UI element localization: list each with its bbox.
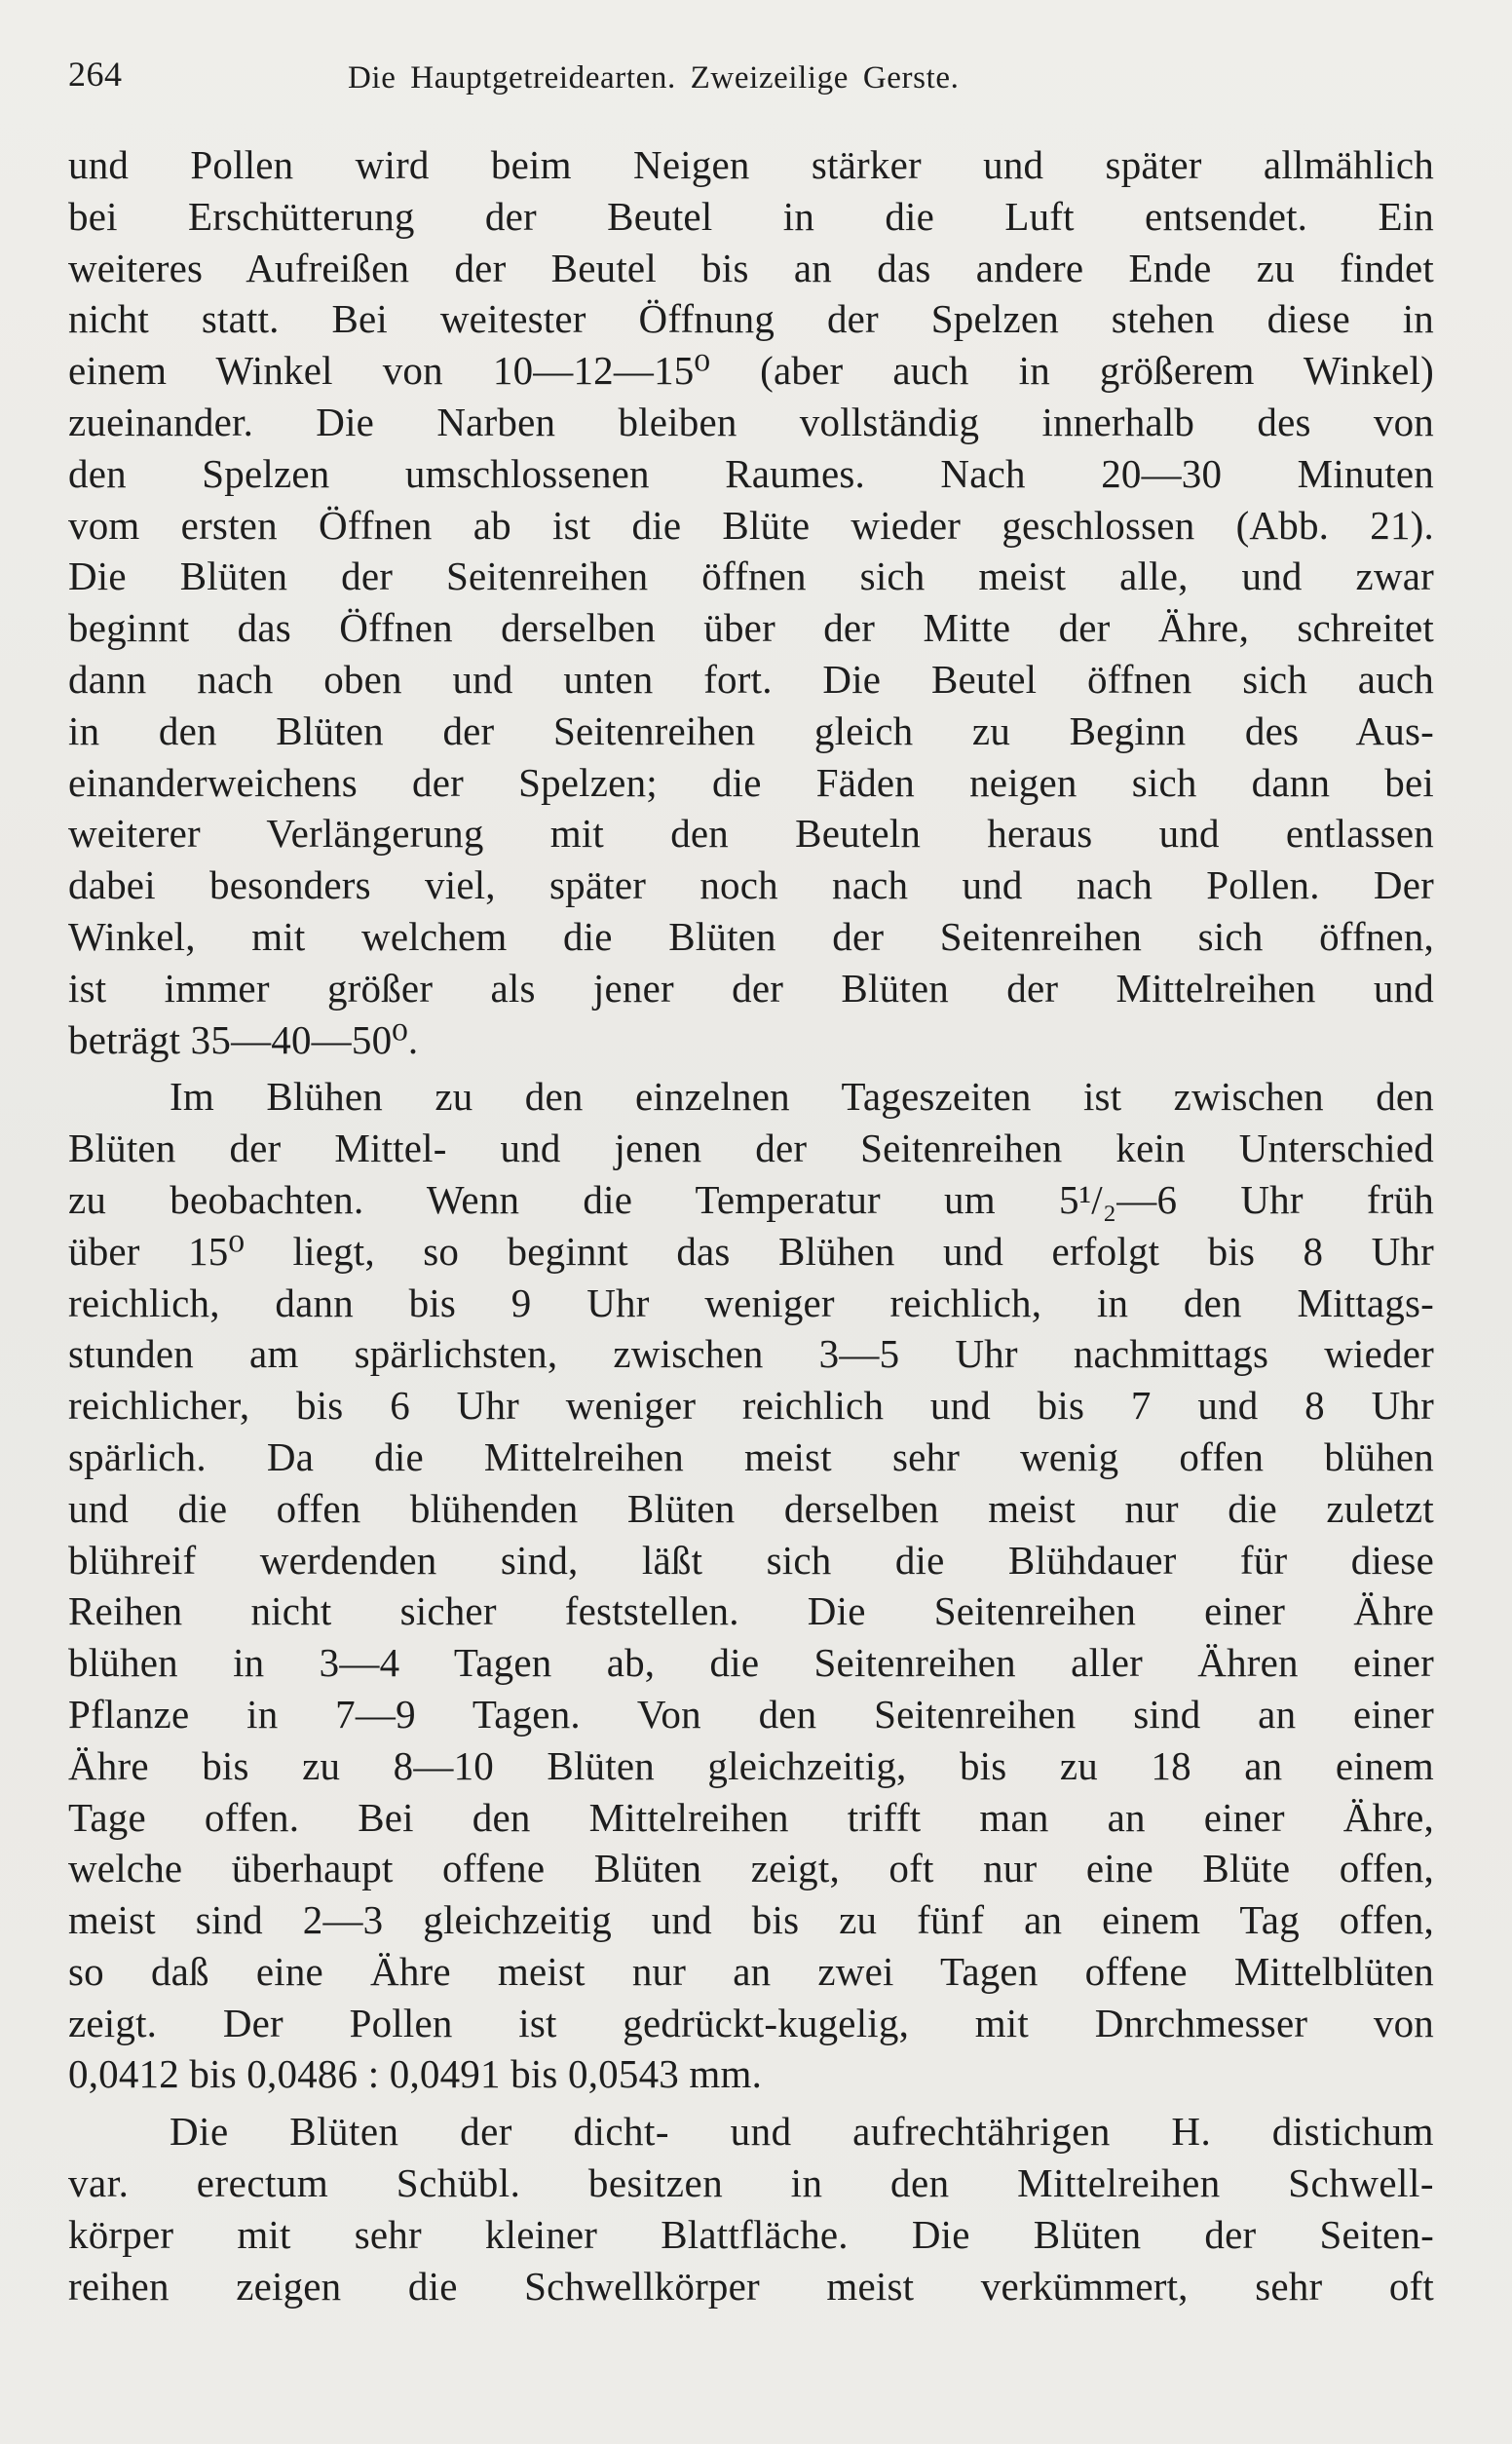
text-line: den Spelzen umschlossenen Raumes. Nach 20—30 Minuten (68, 450, 1434, 496)
text-line: blühreif werdenden sind, läßt sich die Blühdauer für diese (68, 1537, 1434, 1583)
text-line: bei Erschütterung der Beutel in die Luft entsendet. Ein (68, 193, 1434, 239)
text-line: dann nach oben und unten fort. Die Beutel öffnen sich auch (68, 656, 1434, 702)
paragraph-3 (68, 2106, 1434, 2311)
text-line: Pflanze in 7—9 Tagen. Von den Seitenreihen sind an einer (68, 1691, 1434, 1737)
text-line: Im Blühen zu den einzelnen Tageszeiten ist zwischen den (170, 1074, 1434, 1120)
text-line: ist immer größer als jener der Blüten der Mittelreihen und (68, 965, 1434, 1011)
text-line: zeigt. Der Pollen ist gedrückt-kugelig, mit Dnrchmesser von (68, 2000, 1434, 2045)
text-line: var. erectum Schübl. besitzen in den Mittelreihen Schwell- (68, 2160, 1434, 2206)
text-line: beginnt das Öffnen derselben über der Mitte der Ähre, schreitet (68, 605, 1434, 651)
text-line: beträgt 35—40—50⁰. (68, 1016, 419, 1062)
text-line: stunden am spärlichsten, zwischen 3—5 Uhr nachmittags wieder (68, 1331, 1434, 1377)
text-line: nicht statt. Bei weitester Öffnung der Spelzen stehen diese in (68, 296, 1434, 342)
text-line: spärlich. Da die Mittelreihen meist sehr wenig offen blühen (68, 1433, 1434, 1479)
text-line: Die Blüten der Seitenreihen öffnen sich meist alle, und zwar (68, 554, 1434, 599)
text-line: welche überhaupt offene Blüten zeigt, oft nur eine Blüte offen, (68, 1846, 1434, 1891)
text-line: Blüten der Mittel- und jenen der Seitenreihen kein Unterschied (68, 1126, 1434, 1171)
text-line: weiterer Verlängerung mit den Beuteln heraus und entlassen (68, 811, 1434, 857)
text-line: Die Blüten der dicht- und aufrechtährigen H. distichum (170, 2109, 1434, 2155)
body-text (68, 139, 1434, 2311)
text-line: meist sind 2—3 gleichzeitig und bis zu fünf an einem Tag offen, (68, 1897, 1434, 1943)
running-head: Die Hauptgetreidearten. Zweizeilige Gerste. (348, 60, 960, 95)
text-line: und die offen blühenden Blüten derselben meist nur die zuletzt (68, 1485, 1434, 1531)
text-line: einanderweichens der Spelzen; die Fäden neigen sich dann bei (68, 759, 1434, 805)
text-line: in den Blüten der Seitenreihen gleich zu Beginn des Aus- (68, 707, 1434, 753)
text-line: zueinander. Die Narben bleiben vollständig innerhalb des von (68, 399, 1434, 444)
text-line: zu beobachten. Wenn die Temperatur um 5¹/₂—6 Uhr früh (68, 1176, 1434, 1222)
text-line: und Pollen wird beim Neigen stärker und später allmählich (68, 142, 1434, 187)
text-line: Winkel, mit welchem die Blüten der Seitenreihen sich öffnen, (68, 913, 1434, 959)
text-line: Tage offen. Bei den Mittelreihen trifft man an einer Ähre, (68, 1794, 1434, 1840)
text-line: 0,0412 bis 0,0486 : 0,0491 bis 0,0543 mm. (68, 2051, 763, 2097)
text-line: reichlich, dann bis 9 Uhr weniger reichlich, in den Mittags- (68, 1279, 1434, 1325)
text-line: einem Winkel von 10—12—15⁰ (aber auch in größerem Winkel) (68, 348, 1434, 394)
text-line: Reihen nicht sicher feststellen. Die Seitenreihen einer Ähre (68, 1588, 1434, 1634)
page-number: 264 (68, 55, 123, 94)
text-line: reichlicher, bis 6 Uhr weniger reichlich und bis 7 und 8 Uhr (68, 1383, 1434, 1429)
page-header (68, 45, 1442, 103)
text-line: blühen in 3—4 Tagen ab, die Seitenreihen aller Ähren einer (68, 1640, 1434, 1686)
text-line: weiteres Aufreißen der Beutel bis an das andere Ende zu findet (68, 245, 1434, 290)
text-line: dabei besonders viel, später noch nach und nach Pollen. Der (68, 862, 1434, 908)
text-line: über 15⁰ liegt, so beginnt das Blühen und erfolgt bis 8 Uhr (68, 1228, 1434, 1274)
paragraph-1 (68, 139, 1434, 1065)
text-line: reihen zeigen die Schwellkörper meist verkümmert, sehr oft (68, 2263, 1434, 2309)
text-line: Ähre bis zu 8—10 Blüten gleichzeitig, bis zu 18 an einem (68, 1742, 1434, 1788)
text-line: körper mit sehr kleiner Blattfläche. Die Blüten der Seiten- (68, 2211, 1434, 2257)
text-line: so daß eine Ähre meist nur an zwei Tagen offene Mittelblüten (68, 1948, 1434, 1994)
paragraph-2 (68, 1071, 1434, 2100)
text-line: vom ersten Öffnen ab ist die Blüte wieder geschlossen (Abb. 21). (68, 502, 1434, 548)
